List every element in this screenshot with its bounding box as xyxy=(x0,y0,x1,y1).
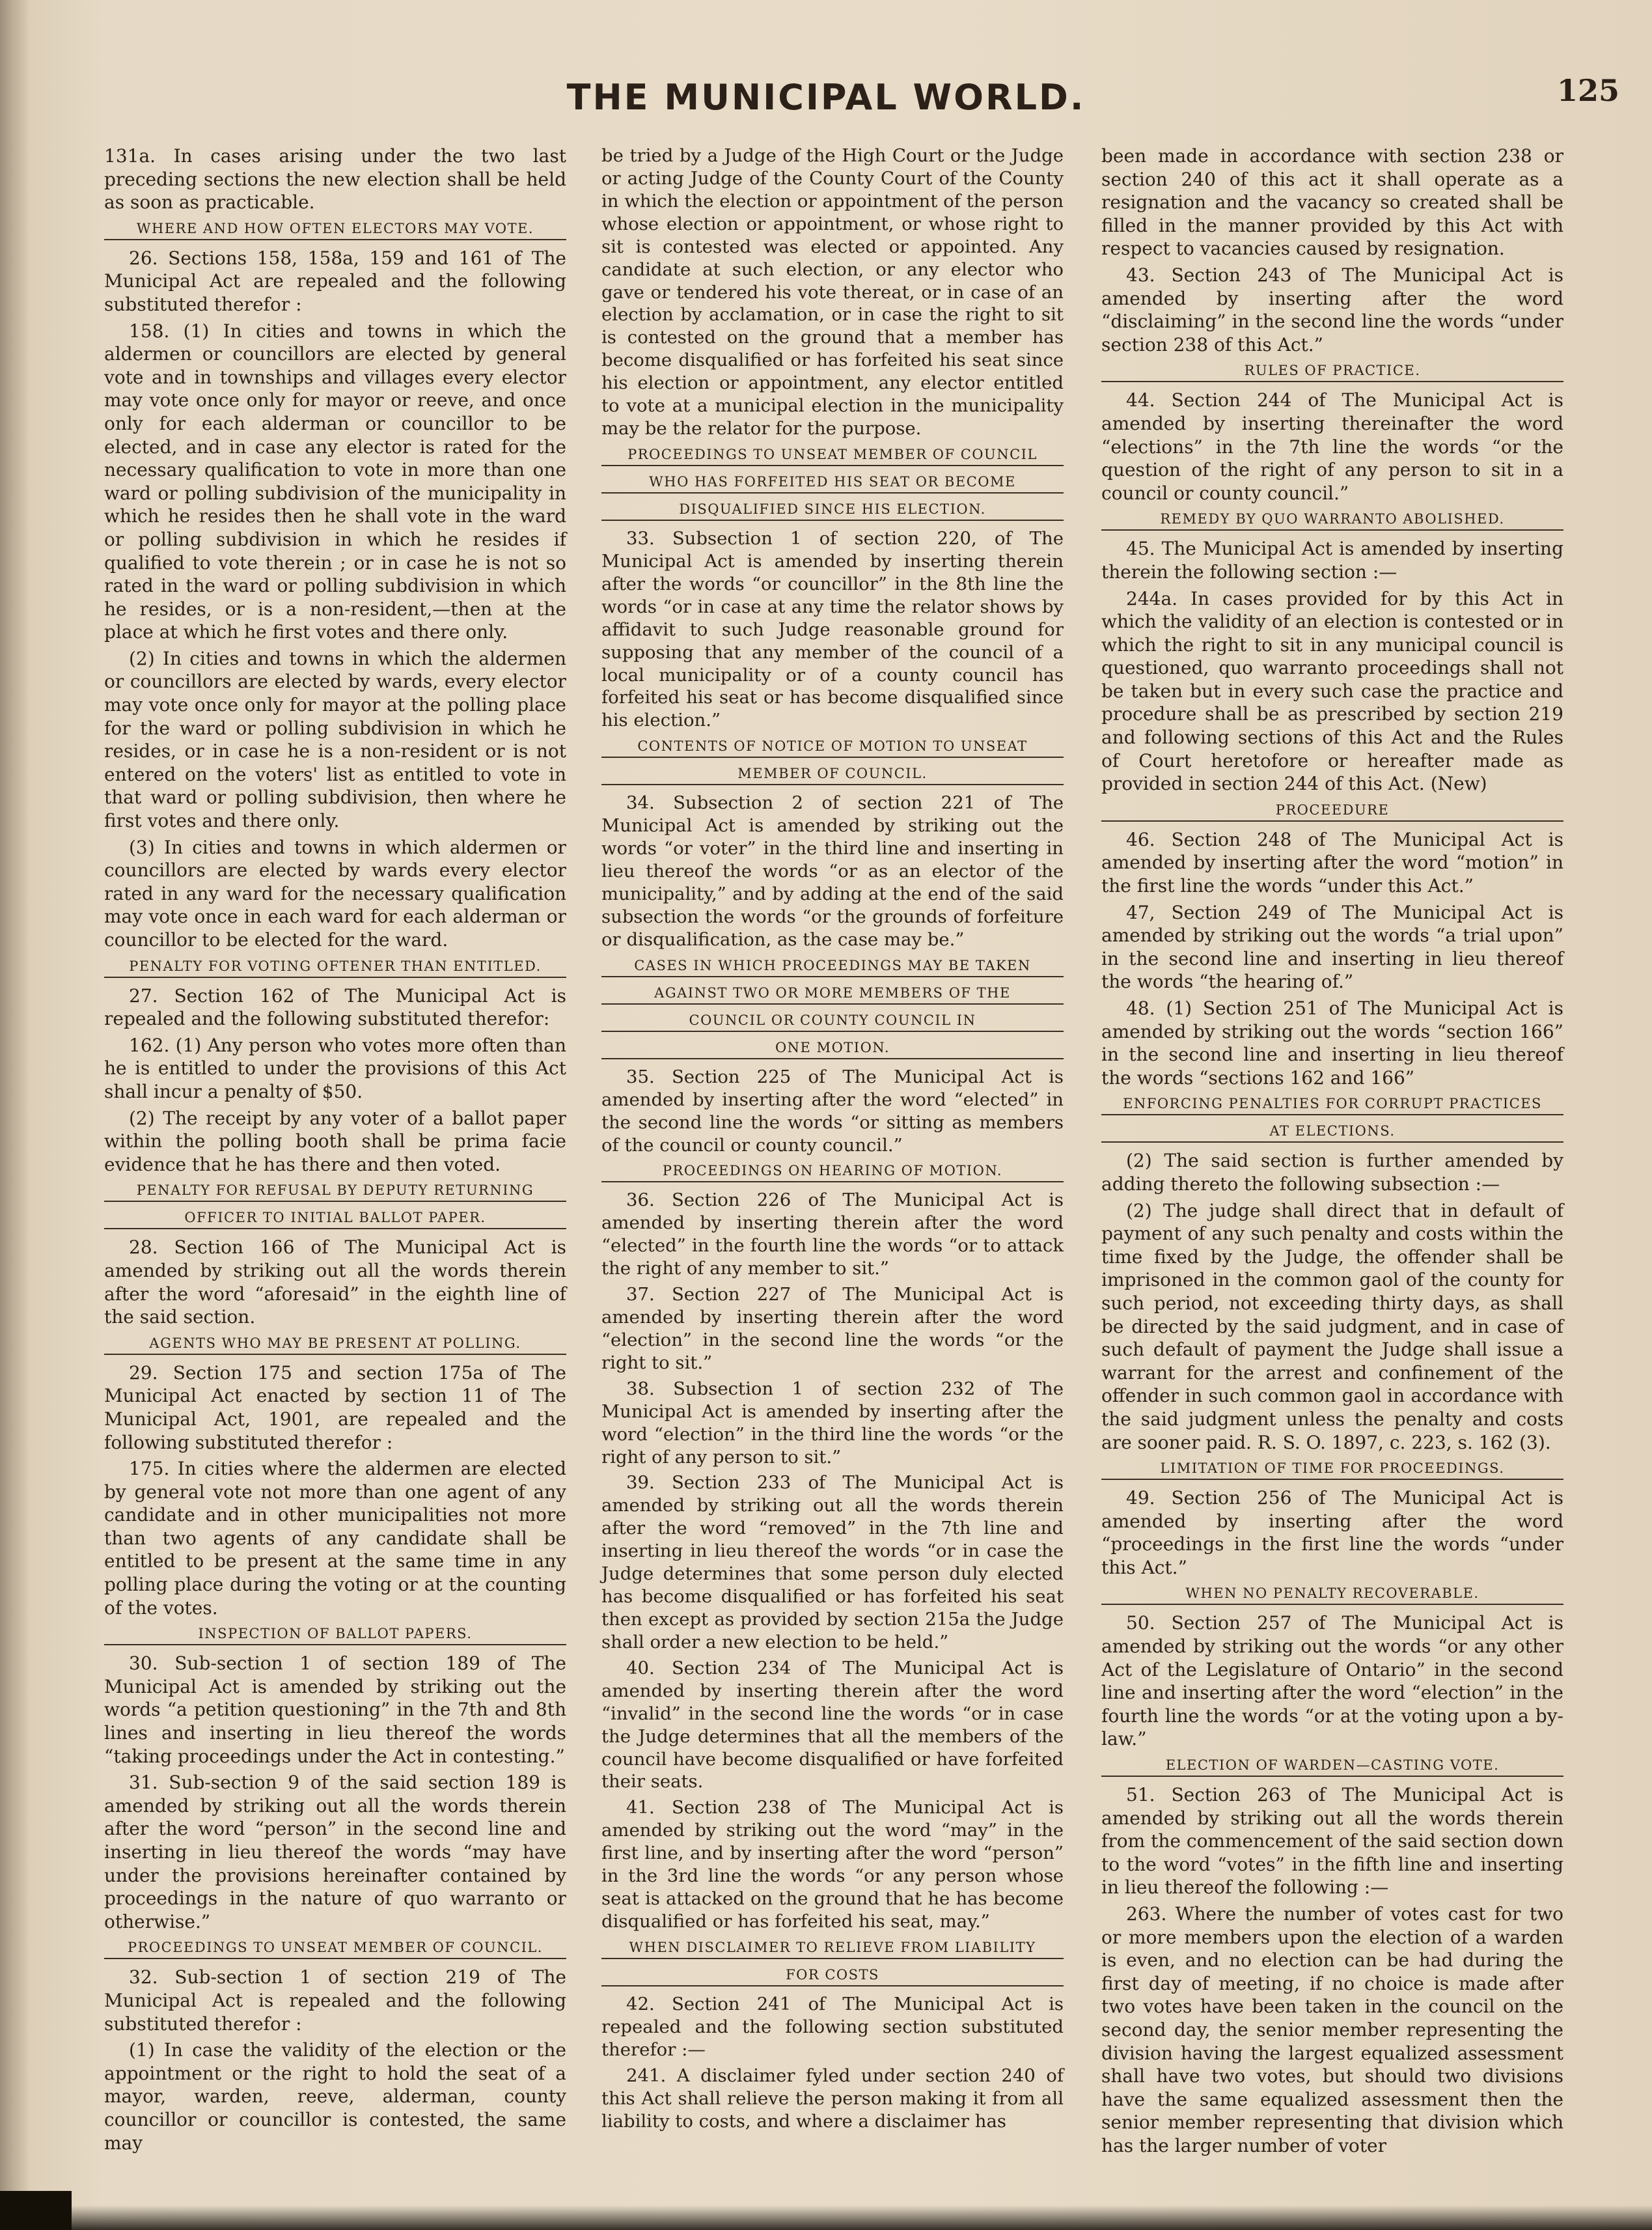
paragraph: 51. Section 263 of The Municipal Act is amended by striking out all the words therein from the commencement of the said section down to the word “votes” in the fifth line and inserting in lieu thereof the following :— xyxy=(1101,1784,1563,1899)
section-heading: LIMITATION OF TIME FOR PROCEEDINGS. xyxy=(1101,1459,1563,1480)
paragraph: 43. Section 243 of The Municipal Act is amended by inserting after the word “disclaiming” in the second line the words “under section 238 of this Act.” xyxy=(1101,264,1563,355)
section-heading: AT ELECTIONS. xyxy=(1101,1122,1563,1143)
binding-spine xyxy=(0,0,27,2230)
paragraph: 42. Section 241 of The Municipal Act is repealed and the following section substituted therefor :— xyxy=(601,1993,1064,2060)
section-heading: OFFICER TO INITIAL BALLOT PAPER. xyxy=(104,1208,566,1229)
section-heading: PROCEEDURE xyxy=(1101,801,1563,822)
paragraph: 131a. In cases arising under the two last preceding sections the new election shall be held as soon as practicable. xyxy=(104,145,566,214)
section-heading: PROCEEDINGS ON HEARING OF MOTION. xyxy=(601,1162,1064,1182)
text-column-2 xyxy=(601,145,1064,2136)
paragraph: 28. Section 166 of The Municipal Act is amended by striking out all the words therein after the word “aforesaid” in the eighth line of the said section. xyxy=(104,1236,566,1328)
paragraph: (1) In case the validity of the election or the appointment or the right to hold the seat of a mayor, warden, reeve, alderman, county councillor or councillor is contested, the same may xyxy=(104,2039,566,2154)
text-column-3 xyxy=(1101,145,1563,2161)
paragraph: 30. Sub-section 1 of section 189 of The Municipal Act is amended by striking out the words “a petition questioning” in the 7th and 8th lines and inserting in lieu thereof the words “taking proceedings under the Act in contesting.” xyxy=(104,1652,566,1767)
paragraph: 31. Sub-section 9 of the said section 189 is amended by striking out all the words therein after the word “person” in the second line and inserting in lieu thereof the words “may have under the provisions hereinafter contained by proceedings in the nature of quo warranto or otherwise.” xyxy=(104,1772,566,1932)
paragraph: (2) The judge shall direct that in default of payment of any such penalty and costs within the time fixed by the Judge, the offender shall be imprisoned in the common gaol of the county for such period, not exceeding thirty days, as shall be directed by the said judgment, and in case of such default of payment the Judge shall issue a warrant for the arrest and confinement of the offender in such common gaol in accordance with the said judgment unless the penalty and costs are sooner paid. R. S. O. 1897, c. 223, s. 162 (3). xyxy=(1101,1199,1563,1453)
section-heading: WHERE AND HOW OFTEN ELECTORS MAY VOTE. xyxy=(104,219,566,240)
paragraph: 34. Subsection 2 of section 221 of The Municipal Act is amended by striking out the words “or voter” in the third line and inserting in lieu thereof the words “or as an elector of the municipality,” and by adding at the end of the said subsection the words “or the grounds of forfeiture or disqualification, as the case may be.” xyxy=(601,792,1064,950)
paragraph: 41. Section 238 of The Municipal Act is amended by striking out the word “may” in the first line, and by inserting after the word “person” in the 3rd line the words “or any person whose seat is attacked on the ground that he has become disqualified or has forfeited his seat, may.” xyxy=(601,1797,1064,1932)
section-heading: PROCEEDINGS TO UNSEAT MEMBER OF COUNCIL. xyxy=(104,1938,566,1959)
paragraph: 36. Section 226 of The Municipal Act is amended by inserting therein after the word “elected” in the fourth line the words “or to attack the right of any member to sit.” xyxy=(601,1190,1064,1279)
paragraph: 241. A disclaimer fyled under section 240 of this Act shall relieve the person making it from all liability to costs, and where a disclaimer has xyxy=(601,2065,1064,2132)
paragraph: 35. Section 225 of The Municipal Act is amended by inserting after the word “elected” in the second line the words “or sitting as members of the council or county council.” xyxy=(601,1066,1064,1156)
paragraph: 38. Subsection 1 of section 232 of The Municipal Act is amended by inserting after the word “election” in the third line the words “or the right of any person to sit.” xyxy=(601,1378,1064,1468)
paragraph: 39. Section 233 of The Municipal Act is amended by striking out all the words therein after the word “removed” in the 7th line and inserting in lieu thereof the words “or in case the Judge determines that some person duly elected has become disqualified or has forfeited his seat then except as provided by section 215a the Judge shall order a new election to be held.” xyxy=(601,1472,1064,1652)
section-heading: MEMBER OF COUNCIL. xyxy=(601,764,1064,785)
section-heading: WHEN NO PENALTY RECOVERABLE. xyxy=(1101,1584,1563,1605)
section-heading: CASES IN WHICH PROCEEDINGS MAY BE TAKEN xyxy=(601,956,1064,977)
paragraph: be tried by a Judge of the High Court or the Judge or acting Judge of the County Court of the County in which the election or appointment of the person whose election or appointment, or whose right to sit is contested was elected or appointed. Any candidate at such election, or any elector who gave or tendered his vote thereat, or in case of an election by acclamation, or in case the right to sit is contested on the ground that a member has become disqualified or has forfeited his seat since his election or appointment, any elector entitled to vote at a municipal election in the municipality may be the relator for the purpose. xyxy=(601,145,1064,439)
section-heading: PROCEEDINGS TO UNSEAT MEMBER OF COUNCIL xyxy=(601,445,1064,466)
section-heading: ENFORCING PENALTIES FOR CORRUPT PRACTICES xyxy=(1101,1094,1563,1115)
paragraph: 40. Section 234 of The Municipal Act is amended by inserting therein after the word “invalid” in the second line the words “or in case the Judge determines that all the members of the council have become disqualified or have forfeited their seats. xyxy=(601,1657,1064,1792)
paragraph: 27. Section 162 of The Municipal Act is repealed and the following substituted therefor: xyxy=(104,984,566,1030)
paragraph: 45. The Municipal Act is amended by inserting therein the following section :— xyxy=(1101,538,1563,583)
section-heading: AGENTS WHO MAY BE PRESENT AT POLLING. xyxy=(104,1334,566,1355)
section-heading: WHEN DISCLAIMER TO RELIEVE FROM LIABILITY xyxy=(601,1938,1064,1959)
paragraph: 263. Where the number of votes cast for two or more members upon the election of a warden is even, and no election can be had during the first day of meeting, if no choice is made after two votes have been taken in the council on the second day, the senior member representing the division having the largest equalized assessment shall have two votes, but should two divisions have the same equalized assessment then the senior member representing that division which has the larger number of voter xyxy=(1101,1903,1563,2156)
paragraph: been made in accordance with section 238 or section 240 of this act it shall operate as a resignation and the vacancy so created shall be filled in the manner provided by this Act with respect to vacancies caused by resignation. xyxy=(1101,145,1563,260)
section-heading: DISQUALIFIED SINCE HIS ELECTION. xyxy=(601,500,1064,521)
paragraph: 244a. In cases provided for by this Act in which the validity of an election is contested or in which the right to sit in any municipal council is questioned, quo warranto proceedings shall not be taken but in every such case the practice and procedure shall be as prescribed by section 219 and following sections of this Act and the Rules of Court heretofore or hereafter made as provided in section 244 of this Act. (New) xyxy=(1101,587,1563,795)
paragraph: 47, Section 249 of The Municipal Act is amended by striking out the words “a trial upon” in the second line and inserting in lieu thereof the words “the hearing of.” xyxy=(1101,901,1563,993)
paragraph: 32. Sub-section 1 of section 219 of The Municipal Act is repealed and the following substituted therefor : xyxy=(104,1966,566,2035)
page-number: 125 xyxy=(1556,73,1619,108)
section-heading: RULES OF PRACTICE. xyxy=(1101,361,1563,382)
section-heading: ONE MOTION. xyxy=(601,1038,1064,1059)
paragraph: 44. Section 244 of The Municipal Act is amended by inserting thereinafter the word “elections” in the 7th line the words “or the question of the right of any person to sit in a council or county council.” xyxy=(1101,389,1563,504)
paragraph: 37. Section 227 of The Municipal Act is amended by inserting therein after the word “election” in the second line the words “or the right to sit.” xyxy=(601,1284,1064,1373)
section-heading: WHO HAS FORFEITED HIS SEAT OR BECOME xyxy=(601,473,1064,494)
page-title: THE MUNICIPAL WORLD. xyxy=(566,77,1086,118)
section-heading: REMEDY BY QUO WARRANTO ABOLISHED. xyxy=(1101,510,1563,531)
section-heading: ELECTION OF WARDEN—CASTING VOTE. xyxy=(1101,1756,1563,1777)
paragraph: 46. Section 248 of The Municipal Act is amended by inserting after the word “motion” in the first line the words “under this Act.” xyxy=(1101,828,1563,897)
paragraph: 26. Sections 158, 158a, 159 and 161 of The Municipal Act are repealed and the following substituted therefor : xyxy=(104,247,566,315)
section-heading: COUNCIL OR COUNTY COUNCIL IN xyxy=(601,1011,1064,1032)
paragraph: (2) The said section is further amended by adding thereto the following subsection :— xyxy=(1101,1150,1563,1195)
section-heading: FOR COSTS xyxy=(601,1966,1064,1986)
paragraph: 158. (1) In cities and towns in which the aldermen or councillors are elected by general vote and in townships and villages every elector may vote once only for mayor or reeve, and once only for each alderman or councillor to be elected, and in case any elector is rated for the necessary qualification to vote in more than one ward or polling subdivision of the municipality in which he resides then he shall vote in the ward or polling subdivision in which he resides if qualified to vote therein ; or in case he is not so rated in the ward or polling subdivision in which he resides, or is a non-resident,—then at the place at which he first votes and there only. xyxy=(104,320,566,643)
text-column-1 xyxy=(104,145,566,2158)
paragraph: 50. Section 257 of The Municipal Act is amended by striking out the words “or any other Act of the Legislature of Ontario” in the second line and inserting after the word “election” in the fourth line the words “or at the voting upon a by-law.” xyxy=(1101,1612,1563,1750)
section-heading: CONTENTS OF NOTICE OF MOTION TO UNSEAT xyxy=(601,737,1064,758)
section-heading: INSPECTION OF BALLOT PAPERS. xyxy=(104,1624,566,1645)
paragraph: 175. In cities where the aldermen are elected by general vote not more than one agent of any candidate and in other municipalities not more than two agents of any candidate shall be entitled to be present at the same time in any polling place during the voting or at the counting of the votes. xyxy=(104,1458,566,1619)
paragraph: 48. (1) Section 251 of The Municipal Act is amended by striking out the words “section 166” in the second line and inserting in lieu thereof the words “sections 162 and 166” xyxy=(1101,997,1563,1089)
paragraph: 49. Section 256 of The Municipal Act is amended by inserting after the word “proceedings in the first line the words “under this Act.” xyxy=(1101,1487,1563,1578)
paragraph: (2) In cities and towns in which the aldermen or councillors are elected by wards, every elector may vote once only for mayor at the polling place for the ward or polling subdivision in which he resides, or in case he is a non-resident or is not entered on the voters' list as entitled to vote in that ward or polling subdivision, then where he first votes and there only. xyxy=(104,647,566,832)
paragraph: 29. Section 175 and section 175a of The Municipal Act enacted by section 11 of The Municipal Act, 1901, are repealed and the following substituted therefor : xyxy=(104,1361,566,1453)
paragraph: 33. Subsection 1 of section 220, of The Municipal Act is amended by inserting therein after the words “or councillor” in the 8th line the words “or in case at any time the relator shows by affidavit to such Judge reasonable ground for supposing that any member of the council of a local municipality or of a county council has forfeited his seat or has become disqualified since his election.” xyxy=(601,527,1064,731)
section-heading: PENALTY FOR VOTING OFTENER THAN ENTITLED. xyxy=(104,957,566,978)
bottom-edge-shadow xyxy=(0,2205,1652,2230)
paragraph: (2) The receipt by any voter of a ballot paper within the polling booth shall be prima facie evidence that he has there and then voted. xyxy=(104,1107,566,1175)
paragraph: 162. (1) Any person who votes more often than he is entitled to under the provisions of this Act shall incur a penalty of $50. xyxy=(104,1034,566,1102)
section-heading: PENALTY FOR REFUSAL BY DEPUTY RETURNING xyxy=(104,1181,566,1202)
corner-shadow xyxy=(0,2191,72,2230)
section-heading: AGAINST TWO OR MORE MEMBERS OF THE xyxy=(601,984,1064,1005)
paragraph: (3) In cities and towns in which aldermen or councillors are elected by wards every elector rated in any ward for the necessary qualification may vote once in each ward for each alderman or councillor to be elected for the ward. xyxy=(104,836,566,951)
